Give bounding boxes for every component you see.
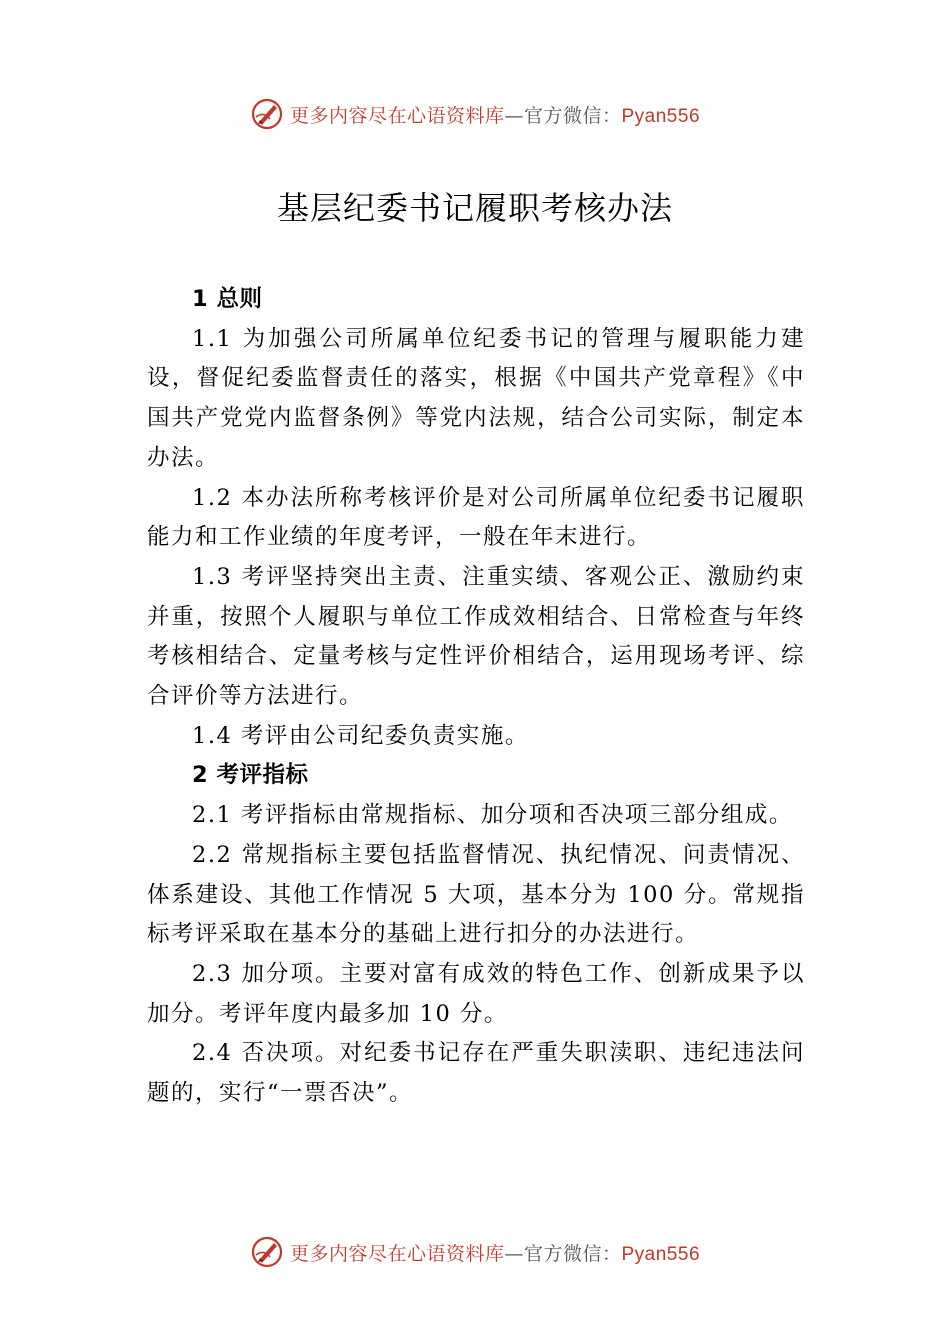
- watermark-dash: —: [504, 1242, 524, 1265]
- watermark-handle: Pyan556: [621, 1243, 701, 1265]
- paragraph-2-4: 2.4 否决项。对纪委书记存在严重失职渎职、违纪违法问题的，实行“一票否决”。: [147, 1040, 805, 1107]
- paragraph-1-4: 1.4 考评由公司纪委负责实施。: [192, 722, 529, 749]
- section-heading-general: 1 总则: [192, 286, 263, 312]
- paragraph-1-1: 1.1 为加强公司所属单位纪委书记的管理与履职能力建设，督促纪委监督责任的落实，根据《中国共产党章程》《中国共产党党内监督条例》等党内法规，结合公司实际，制定本办法。: [147, 325, 805, 471]
- watermark-middle: 官方微信：: [523, 104, 622, 127]
- section-heading-indicators: 2 考评指标: [192, 762, 309, 789]
- watermark-text: [290, 101, 700, 128]
- watermark-handle: Pyan556: [621, 105, 701, 127]
- paragraph-2-2: 2.2 常规指标主要包括监督情况、执纪情况、问责情况、体系建设、其他工作情况 5 大项，基本分为 100 分。常规指标考评采取在基本分的基础上进行扣分的办法进行。: [147, 841, 805, 948]
- document-body: [147, 280, 805, 1114]
- paragraph-2-1: 2.1 考评指标由常规指标、加分项和否决项三部分组成。: [192, 802, 793, 829]
- watermark-prefix: 更多内容尽在心语资料库: [289, 1242, 505, 1265]
- footer-watermark: [0, 1235, 950, 1269]
- pen-logo-icon: [250, 1235, 284, 1269]
- watermark-middle: 官方微信：: [523, 1242, 622, 1265]
- watermark-dash: —: [504, 104, 524, 127]
- paragraph-1-3: 1.3 考评坚持突出主责、注重实绩、客观公正、激励约束并重，按照个人履职与单位工作成效相结合、日常检查与年终考核相结合、定量考核与定性评价相结合，运用现场考评、综合评价等方法进行。: [147, 563, 805, 710]
- header-watermark: [0, 97, 950, 131]
- paragraph-2-3: 2.3 加分项。主要对富有成效的特色工作、创新成果予以加分。考评年度内最多加 10 分。: [147, 960, 805, 1027]
- watermark-text: [290, 1239, 700, 1266]
- pen-logo-icon: [250, 97, 284, 131]
- watermark-prefix: 更多内容尽在心语资料库: [289, 104, 505, 127]
- document-title: 基层纪委书记履职考核办法: [276, 189, 673, 227]
- paragraph-1-2: 1.2 本办法所称考核评价是对公司所属单位纪委书记履职能力和工作业绩的年度考评，一般在年末进行。: [147, 484, 805, 551]
